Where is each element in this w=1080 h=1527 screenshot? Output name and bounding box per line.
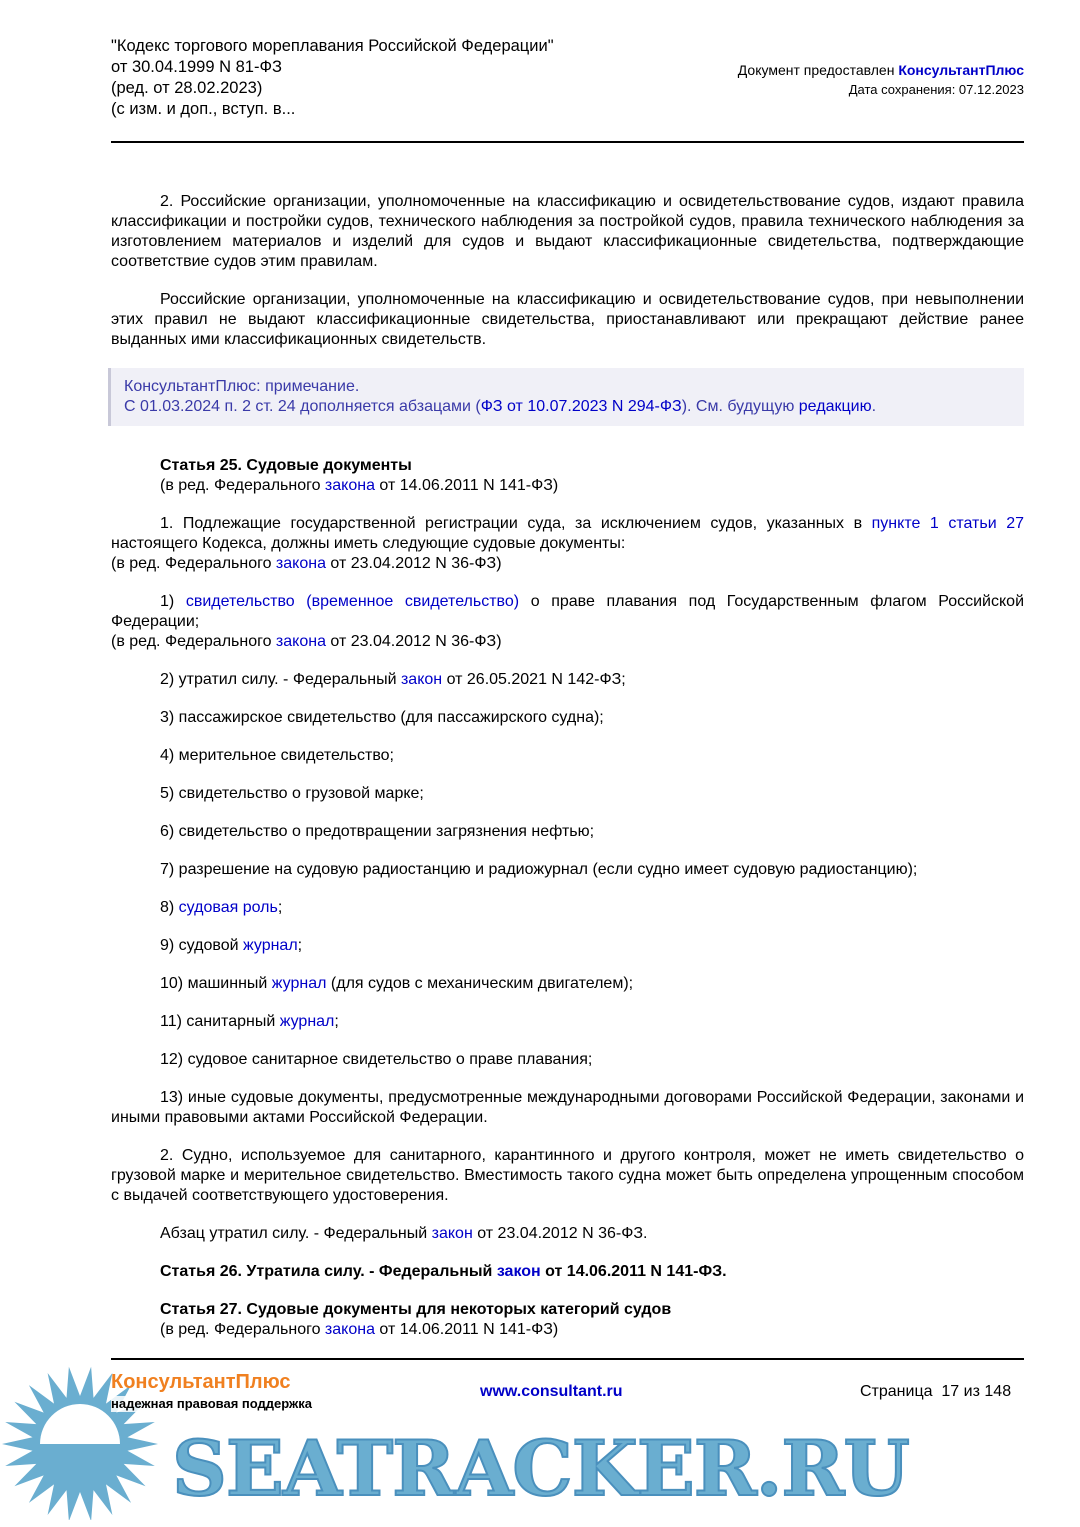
text: (в ред. Федерального: [160, 477, 325, 494]
provided-label: Документ предоставлен: [737, 62, 899, 78]
text: КонсультантПлюс: примечание.: [124, 378, 360, 395]
text: Статья 27. Судовые документы для некоторых категорий судов: [160, 1301, 672, 1318]
document-link[interactable]: журнал: [279, 1013, 335, 1030]
paragraph: [111, 974, 1024, 994]
page-counter: [860, 1382, 1011, 1402]
footer: [0, 1360, 1080, 1520]
text: 1): [160, 593, 186, 610]
document-link[interactable]: редакцию: [798, 398, 872, 415]
text: 1. Подлежащие государственной регистрации суда, за исключением судов, указанных в: [160, 515, 872, 532]
page-label: Страница: [860, 1383, 933, 1400]
text: ;: [297, 937, 303, 954]
paragraph: [111, 936, 1024, 956]
text: Российские организации, уполномоченные на классификацию и освидетельствование судов, при невыполнении этих правил не выдают классификационные свидетельства, приостанавливают или прекращают действие ранее выданных ими классификационных свидетельств.: [111, 291, 1024, 348]
text: 8): [160, 899, 179, 916]
text: от 23.04.2012 N 36-ФЗ): [325, 555, 502, 572]
provider-info: [738, 61, 1024, 99]
save-date: Дата сохранения: 07.12.2023: [848, 82, 1024, 97]
text: настоящего Кодекса, должны иметь следующие судовые документы:: [111, 535, 626, 552]
text: 7) разрешение на судовую радиостанцию и радиожурнал (если судно имеет судовую радиостанцию);: [160, 861, 918, 878]
text: ;: [334, 1013, 339, 1030]
text: от 26.05.2021 N 142-ФЗ;: [442, 671, 626, 688]
text: 9) судовой: [160, 937, 243, 954]
footer-url-link[interactable]: www.consultant.ru: [480, 1383, 623, 1400]
text: 11) санитарный: [160, 1013, 280, 1030]
paragraph: [111, 592, 1024, 652]
document-link[interactable]: закона: [324, 477, 375, 494]
paragraph: [111, 1088, 1024, 1128]
provider-brand-link[interactable]: КонсультантПлюс: [898, 62, 1024, 78]
paragraph: [111, 1012, 1024, 1032]
page-of: из: [963, 1383, 980, 1400]
title-line: от 30.04.1999 N 81-ФЗ: [111, 58, 282, 76]
paragraph: [111, 784, 1024, 804]
text: ). См. будущую: [681, 398, 799, 415]
text: 3) пассажирское свидетельство (для пассажирского судна);: [160, 709, 604, 726]
text: 2. Судно, используемое для санитарного, карантинного и другого контроля, может не иметь свидетельство о грузовой марке и мерительное свидетельство. Вместимость такого судна может быть определена упрощенным способом с выдачей соответствующего удостоверения.: [111, 1147, 1024, 1204]
article-heading: [160, 1300, 1024, 1340]
text: от 14.06.2011 N 141-ФЗ): [374, 1321, 559, 1338]
paragraph: [111, 708, 1024, 728]
paragraph: [111, 192, 1024, 272]
title-line: (с изм. и доп., вступ. в...: [111, 100, 296, 118]
text: Абзац утратил силу. - Федеральный: [160, 1225, 432, 1242]
text: от 14.06.2011 N 141-ФЗ): [374, 477, 559, 494]
text: 2. Российские организации, уполномоченные на классификацию и освидетельствование судов, издают правила классификации и постройки судов, технического наблюдения за постройкой судов, правила технического наблюдения за изготовлением материалов и изделий для судов и выдают классификационные свидетельства, подтверждающие соответствие судов этим правилам.: [111, 193, 1024, 270]
title-line: "Кодекс торгового мореплавания Российской Федерации": [111, 37, 554, 55]
footer-logo: КонсультантПлюс: [111, 1371, 291, 1393]
text: (в ред. Федерального: [111, 555, 276, 572]
text: 4) мерительное свидетельство;: [160, 747, 394, 764]
text: 13) иные судовые документы, предусмотренные международными договорами Российской Федерации, законами и иными правовыми актами Российской Федерации.: [111, 1089, 1024, 1126]
text: Статья 25. Судовые документы: [160, 457, 412, 474]
text: о праве плавания под Государственным флагом Российской Федерации;: [111, 593, 1024, 630]
document-link[interactable]: закон: [400, 671, 443, 688]
page-number: 17: [941, 1383, 960, 1400]
document-body: [111, 0, 1024, 1340]
text: 2) утратил силу. - Федеральный: [160, 671, 401, 688]
paragraph: [111, 514, 1024, 574]
text: от 14.06.2011 N 141-ФЗ.: [540, 1263, 727, 1280]
text: (в ред. Федерального: [160, 1321, 325, 1338]
text: от 23.04.2012 N 36-ФЗ.: [472, 1225, 648, 1242]
title-line: (ред. от 28.02.2023): [111, 79, 263, 97]
document-link[interactable]: журнал: [271, 975, 327, 992]
document-link[interactable]: журнал: [242, 937, 298, 954]
paragraph: [111, 860, 1024, 880]
document-link[interactable]: пункте 1 статьи 27: [871, 515, 1024, 532]
paragraph: [111, 1050, 1024, 1070]
paragraph: [111, 670, 1024, 690]
text: (для судов с механическим двигателем);: [326, 975, 634, 992]
article-heading: [160, 456, 1024, 496]
document-title: [111, 36, 554, 120]
page-total: 148: [984, 1383, 1012, 1400]
document-link[interactable]: закон: [431, 1225, 473, 1242]
document-link[interactable]: ФЗ от 10.07.2023 N 294-ФЗ: [480, 398, 682, 415]
text: от 23.04.2012 N 36-ФЗ): [325, 633, 502, 650]
text: ;: [277, 899, 283, 916]
paragraph: [111, 1224, 1024, 1244]
text: .: [871, 398, 877, 415]
text: С 01.03.2024 п. 2 ст. 24 дополняется абзацами (: [124, 398, 481, 415]
paragraph: [111, 1146, 1024, 1206]
consultant-note: [108, 368, 1024, 426]
text: 6) свидетельство о предотвращении загрязнения нефтью;: [160, 823, 595, 840]
document-link[interactable]: закона: [275, 633, 326, 650]
document-link[interactable]: судовая роль: [178, 899, 278, 916]
document-link[interactable]: закон: [496, 1263, 541, 1280]
paragraph: [111, 822, 1024, 842]
text: 12) судовое санитарное свидетельство о праве плавания;: [160, 1051, 593, 1068]
text: 5) свидетельство о грузовой марке;: [160, 785, 424, 802]
text: 10) машинный: [160, 975, 272, 992]
paragraph: [111, 898, 1024, 918]
footer-tagline: надежная правовая поддержка: [111, 1396, 312, 1411]
document-link[interactable]: свидетельство (временное свидетельство): [185, 593, 520, 610]
paragraph: [111, 746, 1024, 766]
document-link[interactable]: закона: [324, 1321, 375, 1338]
article-heading: [160, 1262, 1024, 1282]
header-divider: [111, 141, 1024, 143]
document-link[interactable]: закона: [275, 555, 326, 572]
text: (в ред. Федерального: [111, 633, 276, 650]
text: Статья 26. Утратила силу. - Федеральный: [160, 1263, 497, 1280]
paragraph: [111, 290, 1024, 350]
watermark: SEATRACKER.RU: [172, 1424, 909, 1513]
